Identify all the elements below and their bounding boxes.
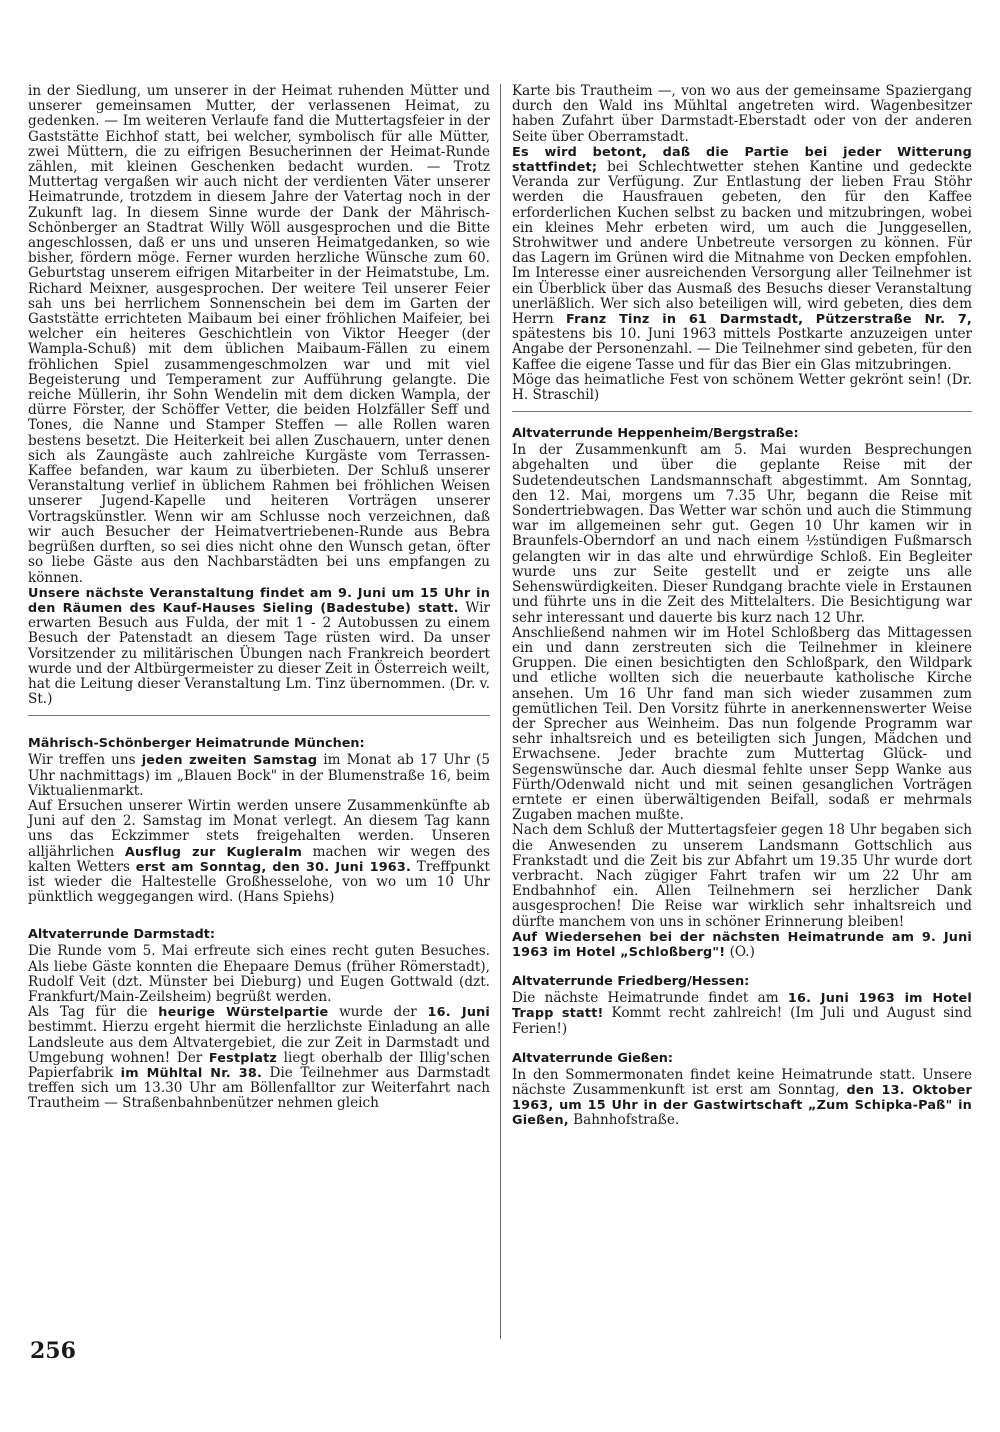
paragraph-text: liegt oberhalb der Illig'schen Papierfabrik (28, 1049, 490, 1081)
paragraph-text: Bahnhofstraße. (568, 1112, 680, 1129)
emphasis-text: 16. Juni (427, 1005, 491, 1021)
paragraph-text: wurde der (328, 1004, 428, 1021)
paragraph-text: Wir treffen uns (28, 752, 142, 769)
emphasis-text: den 13. Oktober 1963, um 15 Uhr in der Gastwirtschaft „Zum Schipka-Paß" in Gießen, (512, 1082, 972, 1129)
paragraph-text: bei Schlechtwetter stehen Kantine und gedeckte Veranda zur Verfügung. Zur Entlastung der lieben Frau Stöhr werden die Hausfrauen gebeten, den für den Kaffee erforderlichen Kuchen selbst zu backen und mitzubringen, wobei ein kleines Mehr erbeten wird, um auch die Junggesellen, Strohwitwer und andere Unbetreute versorgen zu können. Für das Lagern im Grünen wird die Mitnahme von Decken empfohlen. Im Interesse einer ausreichenden Versorgung aller Teilnehmer ist ein Überblick über das Ausmaß des Besuchs dieser Veranstaltung unerläßlich. Wer sich also beteiligen will, wird gebeten, dies dem Herrn (512, 159, 972, 328)
page-number: 256 (30, 1338, 76, 1364)
article-paragraph (512, 991, 972, 1037)
section-heading-giessen: Altvaterrunde Gießen: (512, 1050, 673, 1066)
article-paragraph: Nach dem Schluß der Muttertagsfeier gegen 18 Uhr begaben sich die Anwesenden zu unserem Landsmann Gottschlich aus Frankstadt und die Zeit bis zur Abfahrt um 19.35 Uhr wurde dort verbracht. Nach zügiger Fahrt trafen wir um 22 Uhr am Endbahnhof ein. Allen Teilnehmern sei herzlicher Dank ausgesprochen! Die Reise war wirklich sehr inhaltsreich und dürfte manchem von uns in schöner Erinnerung bleiben! (512, 822, 972, 930)
paragraph-text: bestimmt. Hierzu ergeht hiermit die herzlichste Einladung an alle Landsleute aus dem Altvatergebiet, die zur Zeit in Darmstadt und Umgebung wohnen! Der (28, 1019, 490, 1066)
article-paragraph: Anschließend nahmen wir im Hotel Schloßberg das Mittagessen ein und dann zerstreuten sich die Teilnehmer in kleinere Gruppen. Die einen besichtigten den Schloßpark, den Wildpark und etliche wollten sich die neuerbaute katholische Kirche ansehen. Um 16 Uhr fand man sich wieder zusammen zum gemütlichen Teil. Den Vorsitz führte in anerkennenswerter Weise der Sprecher aus Weinheim. Das nun folgende Programm war sehr inhaltsreich und es beteiligten sich Jungen, Mädchen und Erwachsene. Jeder brachte zum Muttertag Glück- und Segenswünsche dar. Auch diesmal fehlte unser Sepp Wanke aus Fürth/Odenwald nicht und mit seinen gesanglichen Vorträgen erntete er einen überwältigenden Beifall, sodaß er mehrmals Zugaben machen mußte. (512, 624, 972, 824)
column-divider (500, 84, 501, 1339)
paragraph-text: Auf Ersuchen unserer Wirtin werden unsere Zusammenkünfte ab Juni auf den 2. Samstag im Monat verlegt. An diesem Tag kann uns das Eckzimmer stets freigehalten werden. Unseren alljährlichen (28, 797, 490, 860)
section-heading-muenchen: Mährisch-Schönberger Heimatrunde München: (28, 736, 365, 752)
article-paragraph: Die Runde vom 5. Mai erfreute sich eines recht guten Besuches. Als liebe Gäste konnten die Ehepaare Demus (früher Römerstadt), Rudolf Veit (dzt. Münster bei Dieburg) und Eugen Gottwald (dzt. Frankfurt/Main-Zeilsheim) begrüßt werden. (28, 943, 490, 1005)
emphasis-text: 16. Juni 1963 im Hotel Trapp statt! (512, 991, 973, 1022)
emphasis-text: heurige Würstelpartie (158, 1005, 329, 1021)
paragraph-text: Die Teilnehmer aus Darmstadt treffen sich um 13.30 Uhr am Böllenfalltor zur Weiterfahrt nach Trautheim — Straßenbahnbenützer nehmen gleich (28, 1064, 490, 1112)
section-divider (28, 715, 490, 716)
article-paragraph (28, 1005, 490, 1111)
article-paragraph: in der Siedlung, um unserer in der Heimat ruhenden Mütter und unserer gemeinsamen Mutter, der verlassenen Heimat, zu gedenken. — Im weiteren Verlaufe fand die Muttertagsfeier in der Gaststätte Eichhof statt, bei welcher, symbolisch für alle Mütter, zwei Müttern, die zu eifrigen Besucherinnen der Heimat-Runde zählen, mit kleinen Geschenken bedacht wurden. — Trotz Muttertag vergaßen wir auch nicht der verdienten Väter unserer Heimatrunde, trotzdem in diesem Jahre der Vatertag noch in der Zukunft lag. In diesem Sinne wurde der Dank der Mährisch-Schönberger an Stadtrat Willy Wöll ausgesprochen und die Bitte angeschlossen, daß er uns und unseren Heimatgedanken, so wie bisher, fördern möge. Ferner wurden herzliche Wünsche zum 60. Geburtstag unserem eifrigen Mitarbeiter in der Heimatstube, Lm. Richard Meixner, ausgesprochen. Der weitere Teil unserer Feier sah uns bei herrlichem Sonnenschein bei dem im Garten der Gaststätte errichteten Maibaum bei einer fröhlichen Maifeier, bei welcher ein heiteres Geschichtlein von Viktor Heeger (der Wampla-Schuß) mit dem üblichen Maibaum-Fällen zu einem fröhlichen Spiel zusammengeschmolzen war und mit viel Begeisterung und Temperament zur Aufführung gelangte. Die reiche Müllerin, ihr Sohn Wendelin mit dem dicken Wampla, der dürre Förster, der Schöffer Vetter, die beiden Holzfäller Seff und Tones, die Nanne und Stamper Steffen — alle Rollen waren bestens besetzt. Die Heiterkeit bei allen Zuschauern, unter denen sich als Zaungäste auch zahlreiche Kurgäste vom Terrassen-Kaffee befanden, war kaum zu überbieten. Der Schluß unserer Veranstaltung verlief in üblichem Rahmen bei fröhlichen Weisen unserer Jugend-Kapelle und heiteren Vorträgen unserer Vortragskünstler. Wenn wir am Schlusse noch verzeichnen, daß wir auch Besucher der Heimatvertriebenen-Runde aus Bebra begrüßen durften, so sei dies nicht ohne den Wunsch getan, öfter so liebe Gäste aus den Nachbarstädten bei uns empfangen zu können. (28, 83, 490, 586)
paragraph-text: Treffpunkt ist wieder die Haltestelle Großhesselohe, von wo um 10 Uhr pünktlich weggegangen wird. (Hans Spiehs) (28, 858, 490, 906)
emphasis-text: Ausflug zur Kugleralm (124, 844, 302, 860)
article-paragraph (28, 586, 490, 708)
article-paragraph (28, 799, 490, 905)
section-divider (512, 411, 972, 412)
emphasis-text: Franz Tinz in 61 Darmstadt, Pützerstraße Nr. 7, (566, 312, 972, 328)
paragraph-text: Kommt recht zahlreich! (Im Juli und August sind Ferien!) (512, 1005, 972, 1037)
paragraph-text: (O.) (725, 943, 755, 960)
right-column (512, 84, 972, 1129)
emphasis-text: Auf Wiedersehen bei der nächsten Heimatrunde am 9. Juni 1963 im Hotel „Schloßberg"! (512, 929, 972, 960)
emphasis-text: erst am Sonntag, den 30. Juni 1963. (135, 859, 412, 875)
emphasis-text: im Mühltal Nr. 38. (120, 1065, 263, 1081)
left-column (28, 84, 490, 1112)
announcement-bold: Unsere nächste Veranstaltung findet am 9. Juni um 15 Uhr in den Räumen des Kauf-Hauses Sieling (Badestube) statt. (28, 585, 490, 616)
article-paragraph: In der Zusammenkunft am 5. Mai wurden Besprechungen abgehalten und über die geplante Reise mit der Sudetendeutschen Landsmannschaft abgestimmt. Am Sonntag, den 12. Mai, morgens um 7.35 Uhr, begann die Reise mit Sondertriebwagen. Das Wetter war schön und auch die Stimmung war im allgemeinen sehr gut. Gegen 10 Uhr kamen wir in Braunfels-Oberndorf an und nach einem ½stündigen Fußmarsch gelangten wir in das alte und ehrwürdige Schloß. Ein Begleiter wurde uns zur Seite gestellt und er zeigte uns alle Sehenswürdigkeiten. Dieser Rundgang brachte viele in Erstaunen und führte uns in die Zeit des Mittelalters. Die Besichtigung war sehr interessant und dauerte bis kurz nach 12 Uhr. (512, 442, 972, 626)
emphasis-text: Festplatz (208, 1050, 278, 1066)
paragraph-text: Die nächste Heimatrunde findet am (512, 990, 788, 1007)
article-paragraph (512, 930, 972, 960)
emphasis-text: Es wird betont, daß die Partie bei jeder Witterung stattfindet; (512, 144, 972, 176)
article-paragraph (512, 1068, 972, 1129)
article-paragraph: Möge das heimatliche Fest von schönem Wetter gekrönt sein! (Dr. H. Straschil) (512, 371, 972, 404)
section-heading-darmstadt: Altvaterrunde Darmstadt: (28, 927, 215, 943)
article-paragraph (28, 753, 490, 799)
section-heading-friedberg: Altvaterrunde Friedberg/Hessen: (512, 974, 750, 990)
article-paragraph: Karte bis Trautheim —, von wo aus der gemeinsame Spaziergang durch den Wald ins Mühltal angetreten wird. Wagenbesitzer haben Zufahrt über Darmstadt-Eberstadt oder von der anderen Seite über Oberramstadt. (512, 83, 972, 145)
paragraph-text: spätestens bis 10. Juni 1963 mittels Postkarte anzuzeigen unter Angabe der Personenzahl. — Die Teilnehmer sind gebeten, für den Kaffee die eigene Tasse und für das Bier ein Glas mitzubringen. (512, 326, 973, 373)
article-paragraph (512, 145, 972, 373)
paragraph-text: im Monat ab 17 Uhr (5 Uhr nachmittags) im „Blauen Bock" in der Blumenstraße 16, beim Viktualienmarkt. (28, 752, 490, 799)
paragraph-text: Wir erwarten Besuch aus Fulda, der mit 1 - 2 Autobussen zu einem Besuch der Patenstadt an diesem Tage rüsten wird. Da unser Vorsitzender zu militärischen Übungen nach Frankreich beordert wurde und der Altbürgermeister zu dieser Zeit in Österreich weilt, hat die Leitung dieser Veranstaltung Lm. Tinz übernommen. (Dr. v. St.) (28, 599, 490, 708)
paragraph-text: machen wir wegen des kalten Wetters (28, 843, 490, 875)
paragraph-text: In den Sommermonaten findet keine Heimatrunde statt. Unsere nächste Zusammenkunft ist erst am Sonntag, (512, 1066, 972, 1098)
emphasis-text: jeden zweiten Samstag (141, 753, 318, 769)
section-heading-heppenheim: Altvaterrunde Heppenheim/Bergstraße: (512, 426, 799, 442)
paragraph-text: Als Tag für die (28, 1004, 159, 1021)
